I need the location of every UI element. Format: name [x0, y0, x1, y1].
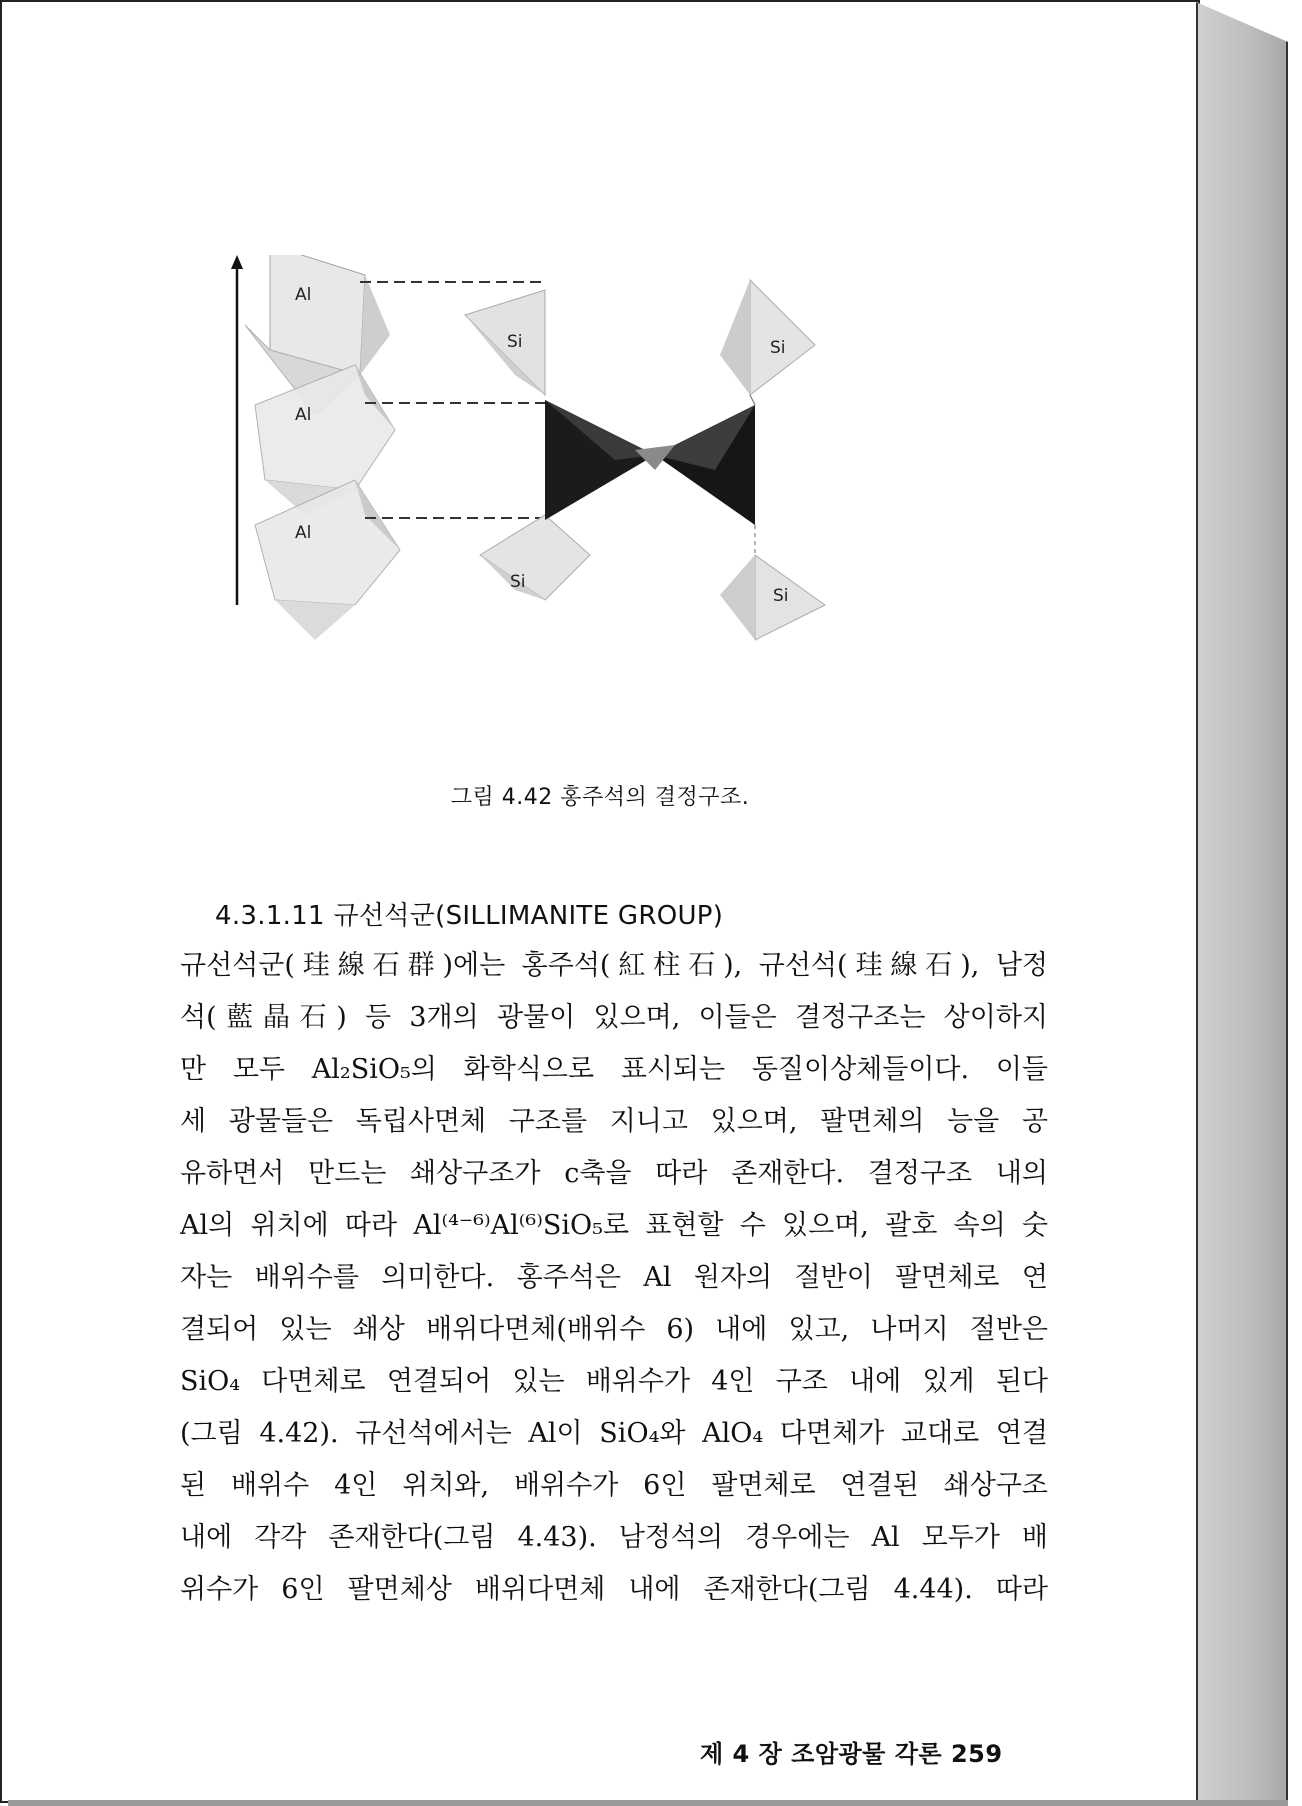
figure-caption: 그림 4.42 홍주석의 결정구조. [450, 785, 750, 810]
label-al-top: Al [295, 285, 312, 305]
label-si-upper-left: Si [507, 332, 523, 352]
body-line: 만 모두 Al₂SiO₅의 화학식으로 표시되는 동질이상체들이다. 이들 [180, 1054, 1048, 1085]
si-tetrahedron-lower-left [480, 515, 590, 600]
body-line: SiO₄ 다면체로 연결되어 있는 배위수가 4인 구조 내에 있게 된다 [180, 1366, 1048, 1397]
page-edge-shading [1196, 2, 1288, 1803]
label-si-lower-right: Si [773, 586, 789, 606]
label-si-upper-right: Si [770, 338, 786, 358]
body-line: 규선석군(珪線石群)에는 홍주석(紅柱石), 규선석(珪線石), 남정 [180, 950, 1048, 981]
body-line: 내에 각각 존재한다(그림 4.43). 남정석의 경우에는 Al 모두가 배 [180, 1522, 1048, 1553]
dark-polyhedra-bowtie [545, 400, 755, 525]
page-bottom-shadow [8, 1800, 1288, 1806]
body-line: 석(藍晶石) 등 3개의 광물이 있으며, 이들은 결정구조는 상이하지 [180, 1002, 1048, 1033]
body-line: 유하면서 만드는 쇄상구조가 c축을 따라 존재한다. 결정구조 내의 [180, 1158, 1048, 1189]
body-line: 세 광물들은 독립사면체 구조를 지니고 있으며, 팔면체의 능을 공 [180, 1106, 1048, 1137]
body-line: Al의 위치에 따라 Al⁽⁴⁻⁶⁾Al⁽⁶⁾SiO₅로 표현할 수 있으며, 괄호 속의 숫 [180, 1210, 1048, 1241]
body-line: 결되어 있는 쇄상 배위다면체(배위수 6) 내에 있고, 나머지 절반은 [180, 1314, 1048, 1345]
crystal-structure-figure [215, 255, 995, 755]
c-axis-arrow-head [231, 255, 243, 269]
body-line: 된 배위수 4인 위치와, 배위수가 6인 팔면체로 연결된 쇄상구조 [180, 1470, 1048, 1501]
label-al-bottom: Al [295, 523, 312, 543]
label-al-middle: Al [295, 405, 312, 425]
body-line: 자는 배위수를 의미한다. 홍주석은 Al 원자의 절반이 팔면체로 연 [180, 1262, 1048, 1293]
label-si-lower-left: Si [510, 572, 526, 592]
body-line: (그림 4.42). 규선석에서는 Al이 SiO₄와 AlO₄ 다면체가 교대로 연결 [180, 1418, 1048, 1449]
si-tetrahedron-upper-left [465, 290, 545, 395]
section-heading: 4.3.1.11 규선석군(SILLIMANITE GROUP) [215, 901, 724, 931]
crystal-structure-diagram [215, 255, 995, 755]
body-line: 위수가 6인 팔면체상 배위다면체 내에 존재한다(그림 4.44). 따라 [180, 1574, 1048, 1605]
running-footer-page-number: 제 4 장 조암광물 각론 259 [700, 1740, 1003, 1768]
si-tetrahedron-upper-right [720, 280, 815, 395]
al-octahedron-bottom [255, 480, 400, 640]
al-octahedron-middle [255, 365, 395, 515]
body-paragraph [180, 940, 1048, 1616]
